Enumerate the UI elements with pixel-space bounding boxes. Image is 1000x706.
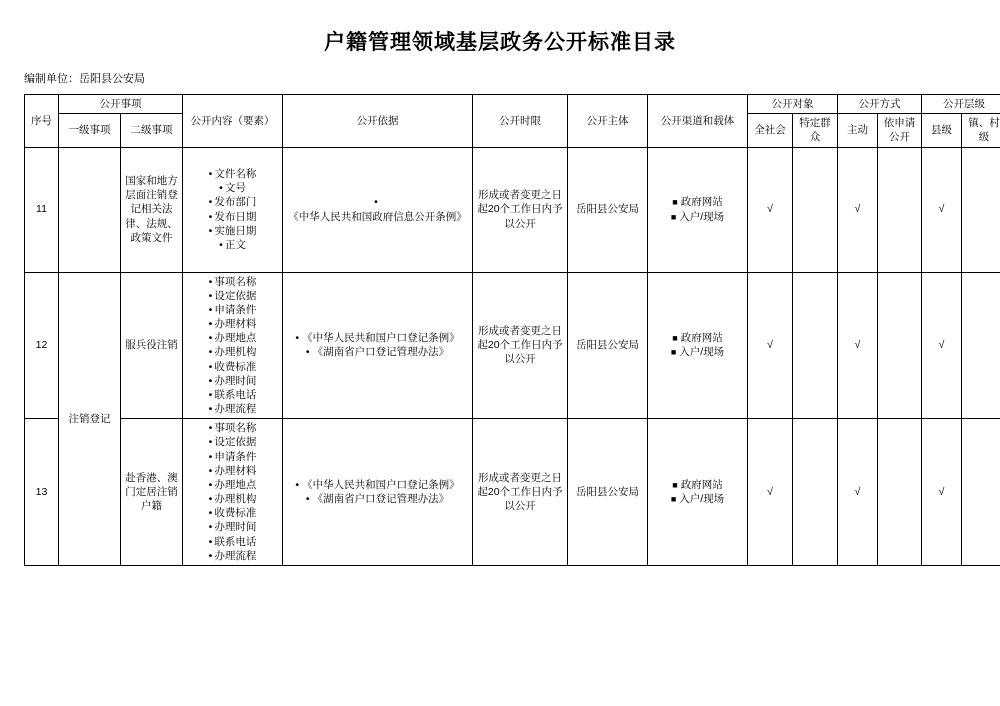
cell-method-on-request	[878, 272, 922, 419]
cell-method-active: √	[838, 272, 878, 419]
table-row	[25, 419, 1000, 566]
compiler-label: 编制单位：岳阳县公安局	[24, 73, 145, 85]
cell-channel: ■ 政府网站 ■ 入户/现场	[648, 272, 748, 419]
page-title: 户籍管理领域基层政务公开标准目录	[324, 30, 676, 54]
cell-subject: 岳阳县公安局	[568, 272, 648, 419]
cell-basis: • 《中华人民共和国户口登记条例》 • 《湖南省户口登记管理办法》	[283, 419, 473, 566]
cell-content: • 事项名称 • 设定依据 • 申请条件 • 办理材料 • 办理地点 • 办理机构 • 收费标准 • 办理时间 • 联系电话 • 办理流程	[183, 272, 283, 419]
header-audience-all: 全社会	[748, 114, 793, 147]
cell-level-county: √	[922, 272, 962, 419]
header-level: 公开层级	[922, 95, 1000, 114]
cell-content: • 事项名称 • 设定依据 • 申请条件 • 办理材料 • 办理地点 • 办理机构 • 收费标准 • 办理时间 • 联系电话 • 办理流程	[183, 419, 283, 566]
cell-seq: 13	[25, 419, 59, 566]
table-header-row-1	[25, 95, 1000, 114]
header-audience-specific: 特定群众	[793, 114, 838, 147]
cell-subject: 岳阳县公安局	[568, 419, 648, 566]
cell-level1: 注销登记	[59, 272, 121, 565]
cell-audience-specific	[793, 147, 838, 272]
standard-catalog-table	[24, 94, 1000, 566]
cell-audience-all: √	[748, 147, 793, 272]
header-audience: 公开对象	[748, 95, 838, 114]
cell-seq: 12	[25, 272, 59, 419]
header-level2: 二级事项	[121, 114, 183, 147]
cell-method-active: √	[838, 419, 878, 566]
cell-audience-specific	[793, 419, 838, 566]
header-subject: 公开主体	[568, 95, 648, 148]
cell-channel: ■ 政府网站 ■ 入户/现场	[648, 147, 748, 272]
cell-basis: • 《中华人民共和国户口登记条例》 • 《湖南省户口登记管理办法》	[283, 272, 473, 419]
cell-level-county: √	[922, 419, 962, 566]
header-public-matter: 公开事项	[59, 95, 183, 114]
cell-level-county: √	[922, 147, 962, 272]
cell-method-active: √	[838, 147, 878, 272]
header-seq: 序号	[25, 95, 59, 148]
cell-audience-all: √	[748, 419, 793, 566]
table-row	[25, 147, 1000, 272]
cell-deadline: 形成或者变更之日起20个工作日内予以公开	[473, 272, 568, 419]
header-level-county: 县级	[922, 114, 962, 147]
header-method-active: 主动	[838, 114, 878, 147]
cell-level2: 服兵役注销	[121, 272, 183, 419]
cell-level-town-village	[962, 272, 1000, 419]
header-channel: 公开渠道和载体	[648, 95, 748, 148]
cell-subject: 岳阳县公安局	[568, 147, 648, 272]
table-row	[25, 272, 1000, 419]
cell-content: • 文件名称 • 文号 • 发布部门 • 发布日期 • 实施日期 • 正文	[183, 147, 283, 272]
header-content: 公开内容（要素）	[183, 95, 283, 148]
header-basis: 公开依据	[283, 95, 473, 148]
header-deadline: 公开时限	[473, 95, 568, 148]
header-method: 公开方式	[838, 95, 922, 114]
cell-basis: • 《中华人民共和国政府信息公开条例》	[283, 147, 473, 272]
header-level-town-village: 镇、村级	[962, 114, 1000, 147]
cell-audience-all: √	[748, 272, 793, 419]
cell-level2: 赴香港、澳门定居注销户籍	[121, 419, 183, 566]
cell-deadline: 形成或者变更之日起20个工作日内予以公开	[473, 147, 568, 272]
cell-deadline: 形成或者变更之日起20个工作日内予以公开	[473, 419, 568, 566]
cell-level-town-village	[962, 419, 1000, 566]
header-level1: 一级事项	[59, 114, 121, 147]
cell-method-on-request	[878, 419, 922, 566]
header-method-on-request: 依申请公开	[878, 114, 922, 147]
cell-audience-specific	[793, 272, 838, 419]
cell-level2: 国家和地方层面注销登记相关法律、法规、政策文件	[121, 147, 183, 272]
cell-channel: ■ 政府网站 ■ 入户/现场	[648, 419, 748, 566]
cell-seq: 11	[25, 147, 59, 272]
cell-level-town-village	[962, 147, 1000, 272]
cell-method-on-request	[878, 147, 922, 272]
cell-level1	[59, 147, 121, 272]
